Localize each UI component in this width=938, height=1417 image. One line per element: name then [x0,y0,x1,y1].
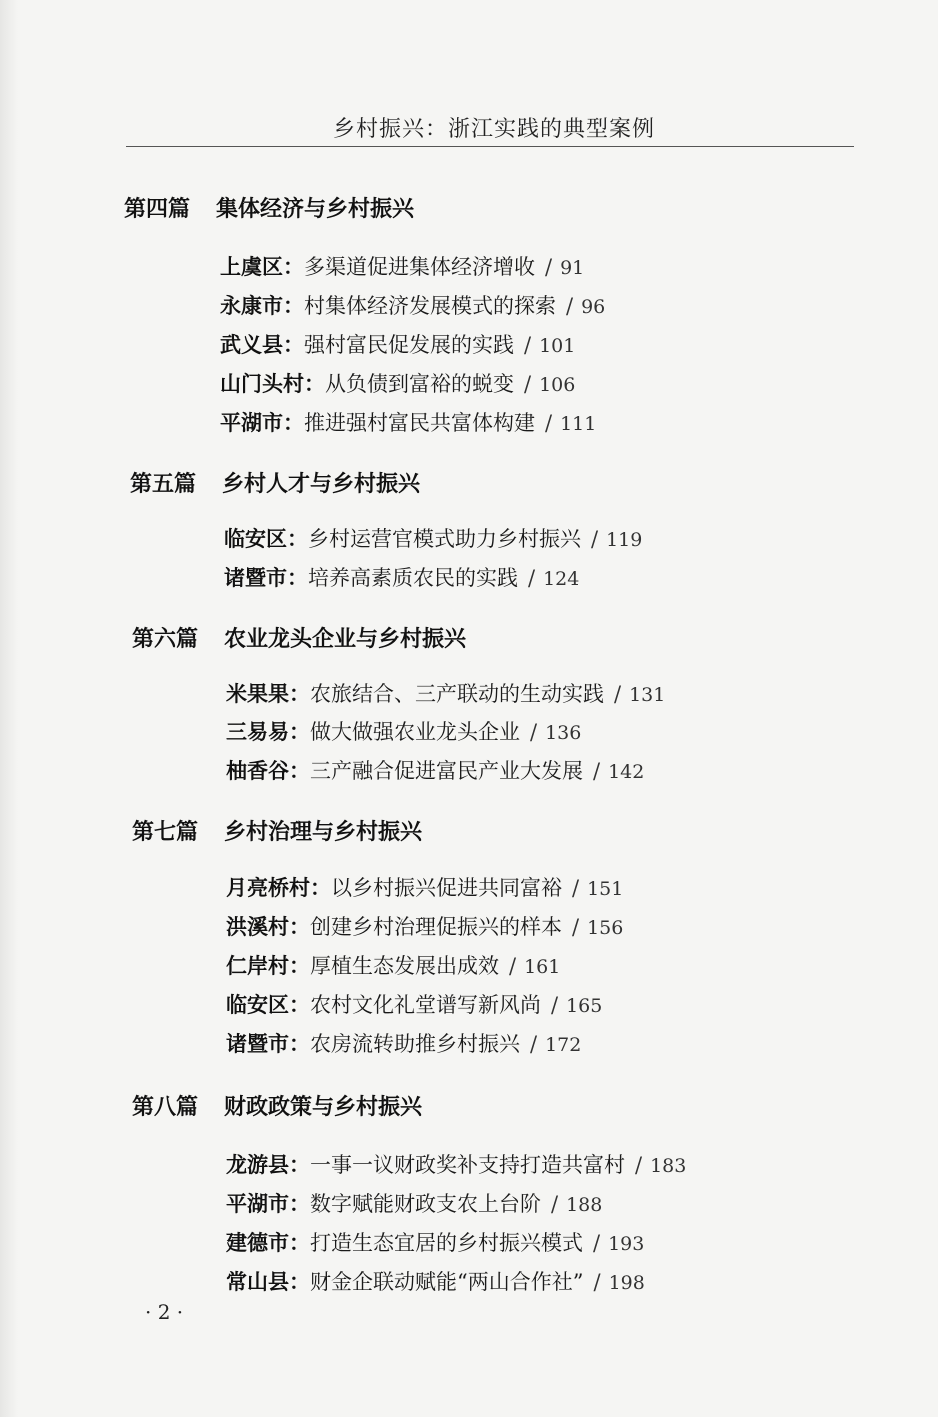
toc-entry [224,523,642,553]
entry-title: 创建乡村治理促振兴的样本 [310,915,562,939]
entry-separator: / [524,333,532,357]
part-title: 财政政策与乡村振兴 [224,1094,423,1120]
part-title: 农业龙头企业与乡村振兴 [224,626,467,652]
entry-title: 培养高素质农民的实践 [308,566,518,590]
entry-title: 推进强村富民共富体构建 [304,411,535,435]
entry-place: 诸暨市： [226,1032,310,1056]
entry-title: 财金企联动赋能“两山合作社” [310,1270,584,1294]
entry-place: 月亮桥村： [226,876,331,900]
entry-title: 乡村运营官模式助力乡村振兴 [308,527,581,551]
entry-page-number: 151 [587,878,624,900]
toc-entry [226,950,560,980]
entry-page-number: 172 [545,1034,582,1056]
toc-entry [220,329,575,359]
toc-entry [226,989,602,1019]
entry-separator: / [593,759,601,783]
entry-separator: / [551,1192,559,1216]
entry-page-number: 106 [539,374,576,396]
entry-separator: / [530,1032,538,1056]
toc-entry [224,562,579,592]
entry-page-number: 156 [587,917,624,939]
entry-page-number: 111 [560,413,597,435]
entry-page-number: 198 [608,1272,645,1294]
entry-page-number: 91 [560,257,585,279]
entry-title: 农房流转助推乡村振兴 [310,1032,520,1056]
entry-page-number: 96 [581,296,606,318]
part-label: 第六篇 [132,626,199,652]
entry-place: 柚香谷： [226,759,310,783]
entry-place: 建德市： [226,1231,310,1255]
page-number-footer: · 2 · [145,1300,184,1324]
part-heading [130,467,420,498]
toc-entry [226,1028,581,1058]
toc-entry [226,1188,602,1218]
toc-entry [226,678,665,708]
entry-title: 农村文化礼堂谱写新风尚 [310,993,541,1017]
part-title: 集体经济与乡村振兴 [216,196,415,222]
entry-separator: / [551,993,559,1017]
toc-entry [220,251,584,281]
entry-title: 以乡村振兴促进共同富裕 [331,876,562,900]
entry-place: 诸暨市： [224,566,308,590]
part-label: 第七篇 [132,819,199,845]
entry-page-number: 101 [539,335,576,357]
entry-separator: / [528,566,536,590]
entry-place: 临安区： [226,993,310,1017]
page-edge-shadow [0,0,18,1417]
entry-place: 米果果： [226,682,310,706]
entry-title: 一事一议财政奖补支持打造共富村 [310,1153,625,1177]
entry-title: 打造生态宜居的乡村振兴模式 [310,1231,583,1255]
entry-page-number: 161 [524,956,561,978]
toc-entry [226,755,644,785]
toc-entry [220,407,596,437]
entry-title: 强村富民促发展的实践 [304,333,514,357]
entry-place: 仁岸村： [226,954,310,978]
running-header: 乡村振兴：浙江实践的典型案例 [332,117,655,142]
part-title: 乡村治理与乡村振兴 [224,819,423,845]
entry-separator: / [545,411,553,435]
part-label: 第四篇 [124,196,191,222]
entry-page-number: 142 [608,761,645,783]
part-label: 第八篇 [132,1094,199,1120]
toc-entry [226,1266,645,1296]
entry-place: 上虞区： [220,255,304,279]
part-label: 第五篇 [130,471,197,497]
entry-separator: / [572,915,580,939]
entry-separator: / [591,527,599,551]
entry-title: 从负债到富裕的蜕变 [325,372,514,396]
entry-title: 多渠道促进集体经济增收 [304,255,535,279]
entry-page-number: 188 [566,1194,603,1216]
part-heading [132,622,466,653]
entry-separator: / [635,1153,643,1177]
toc-entry [226,872,623,902]
toc-entry [226,911,623,941]
entry-page-number: 119 [606,529,643,551]
entry-separator: / [572,876,580,900]
entry-separator: / [566,294,574,318]
part-heading [132,1090,422,1121]
entry-page-number: 183 [650,1155,687,1177]
entry-separator: / [524,372,532,396]
entry-place: 平湖市： [226,1192,310,1216]
entry-page-number: 124 [543,568,580,590]
entry-separator: / [614,682,622,706]
entry-place: 平湖市： [220,411,304,435]
entry-page-number: 165 [566,995,603,1017]
entry-separator: / [593,1231,601,1255]
entry-place: 龙游县： [226,1153,310,1177]
entry-title: 数字赋能财政支农上台阶 [310,1192,541,1216]
part-heading [124,192,414,223]
part-heading [132,815,422,846]
entry-title: 村集体经济发展模式的探索 [304,294,556,318]
entry-place: 山门头村： [220,372,325,396]
toc-entry [226,1227,644,1257]
part-title: 乡村人才与乡村振兴 [222,471,421,497]
entry-separator: / [593,1270,601,1294]
entry-page-number: 131 [629,684,666,706]
entry-title: 三产融合促进富民产业大发展 [310,759,583,783]
entry-place: 洪溪村： [226,915,310,939]
entry-place: 永康市： [220,294,304,318]
entry-title: 厚植生态发展出成效 [310,954,499,978]
entry-place: 常山县： [226,1270,310,1294]
entry-separator: / [530,720,538,744]
header-rule [126,146,854,147]
entry-place: 临安区： [224,527,308,551]
entry-title: 做大做强农业龙头企业 [310,720,520,744]
entry-page-number: 193 [608,1233,645,1255]
toc-entry [226,716,581,746]
entry-place: 三易易： [226,720,310,744]
entry-separator: / [545,255,553,279]
entry-place: 武义县： [220,333,304,357]
entry-separator: / [509,954,517,978]
entry-page-number: 136 [545,722,582,744]
toc-entry [220,368,575,398]
entry-title: 农旅结合、三产联动的生动实践 [310,682,604,706]
toc-entry [226,1149,686,1179]
toc-entry [220,290,605,320]
